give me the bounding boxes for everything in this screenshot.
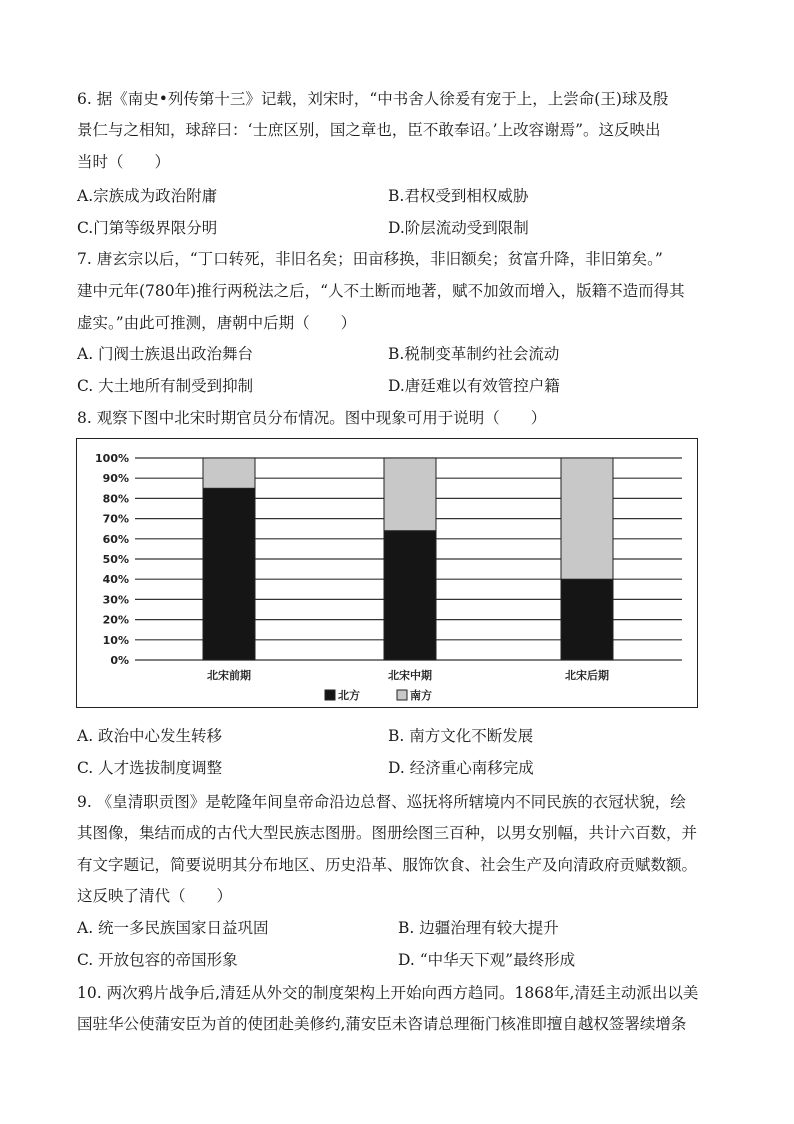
q9-option-c[interactable]: C. 开放包容的帝国形象 (77, 951, 238, 969)
bar-south (203, 458, 255, 488)
q6-line-3: 当时（ ） (77, 153, 171, 171)
q7-line-1: 7. 唐玄宗以后，“丁口转死，非旧名矣；田亩移换，非旧额矣；贫富升降，非旧第矣。” (77, 250, 663, 268)
y-tick-label: 40% (102, 573, 129, 587)
q10-line-2: 国驻华公使蒲安臣为首的使团赴美修约,蒲安臣未咨请总理衙门核准即擅自越权签署续增条 (77, 1015, 687, 1033)
y-tick-label: 20% (102, 613, 129, 627)
bar-south (384, 458, 436, 531)
q6-option-c[interactable]: C.门第等级界限分明 (77, 219, 218, 237)
q8-option-a[interactable]: A. 政治中心发生转移 (77, 727, 223, 745)
q9-line-1: 9. 《皇清职贡图》是乾隆年间皇帝命沿边总督、巡抚将所辖境内不同民族的衣冠状貌，绘 (77, 793, 686, 811)
q8-option-d[interactable]: D. 经济重心南移完成 (388, 759, 534, 777)
bar-north (561, 579, 613, 660)
q9-option-a[interactable]: A. 统一多民族国家日益巩固 (77, 919, 269, 937)
y-tick-label: 80% (102, 492, 129, 506)
q9-option-d[interactable]: D. “中华天下观”最终形成 (398, 951, 576, 969)
q7-option-d[interactable]: D.唐廷难以有效管控户籍 (388, 377, 560, 395)
legend-swatch-north (325, 690, 335, 700)
y-tick-label: 30% (102, 593, 129, 607)
y-tick-label: 0% (110, 654, 129, 667)
q6-option-b[interactable]: B.君权受到相权威胁 (388, 187, 529, 205)
q6-line-2: 景仁与之相知，球辞曰：‘士庶区别，国之章也，臣不敢奉诏。’上改容谢焉”。这反映出 (77, 121, 661, 139)
legend-label: 南方 (410, 689, 432, 702)
q9-line-3: 有文字题记，简要说明其分布地区、历史沿革、服饰饮食、社会生产及向清政府贡赋数额。 (77, 856, 698, 874)
q9-line-2: 其图像，集结而成的古代大型民族志图册。图册绘图三百种，以男女别幅，共计六百数，并 (77, 824, 698, 842)
q7-option-a[interactable]: A. 门阀士族退出政治舞台 (77, 345, 254, 363)
q6-option-a[interactable]: A.宗族成为政治附庸 (77, 187, 218, 205)
q8-option-b[interactable]: B. 南方文化不断发展 (388, 727, 534, 745)
q8-option-c[interactable]: C. 人才选拔制度调整 (77, 759, 223, 777)
q7-line-2: 建中元年(780年)推行两税法之后，“人不土断而地著，赋不加敛而增入，版籍不造而得其 (77, 282, 685, 300)
q7-line-3: 虚实。”由此可推测，唐朝中后期（ ） (77, 314, 357, 332)
legend-swatch-south (397, 690, 407, 700)
bar-north (203, 488, 255, 660)
q7-option-b[interactable]: B.税制变革制约社会流动 (388, 345, 560, 363)
chart-svg (77, 439, 697, 707)
y-tick-label: 10% (102, 633, 129, 647)
q7-option-c[interactable]: C. 大土地所有制受到抑制 (77, 377, 254, 395)
y-tick-label: 100% (95, 452, 129, 465)
x-tick-label: 北宋后期 (565, 669, 609, 682)
y-tick-label: 70% (102, 512, 129, 526)
q9-line-4: 这反映了清代（ ） (77, 887, 233, 905)
x-tick-label: 北宋中期 (388, 669, 432, 682)
y-tick-label: 60% (102, 532, 129, 546)
x-tick-label: 北宋前期 (207, 669, 251, 682)
q6-line-1: 6. 据《南史•列传第十三》记载，刘宋时，“中书舍人徐爰有宠于上，上尝命(王)球及殷 (77, 90, 669, 108)
y-tick-label: 90% (102, 472, 129, 486)
official-distribution-chart (76, 438, 698, 708)
y-tick-label: 50% (102, 553, 129, 566)
q10-line-1: 10. 两次鸦片战争后,清廷从外交的制度架构上开始向西方趋同。1868年,清廷主动派出以美 (77, 984, 699, 1002)
legend-label: 北方 (338, 689, 360, 702)
q9-option-b[interactable]: B. 边疆治理有较大提升 (398, 919, 559, 937)
bar-south (561, 458, 613, 579)
q6-option-d[interactable]: D.阶层流动受到限制 (388, 219, 529, 237)
q8-line-1: 8. 观察下图中北宋时期官员分布情况。图中现象可用于说明（ ） (77, 409, 547, 427)
bar-north (384, 531, 436, 660)
